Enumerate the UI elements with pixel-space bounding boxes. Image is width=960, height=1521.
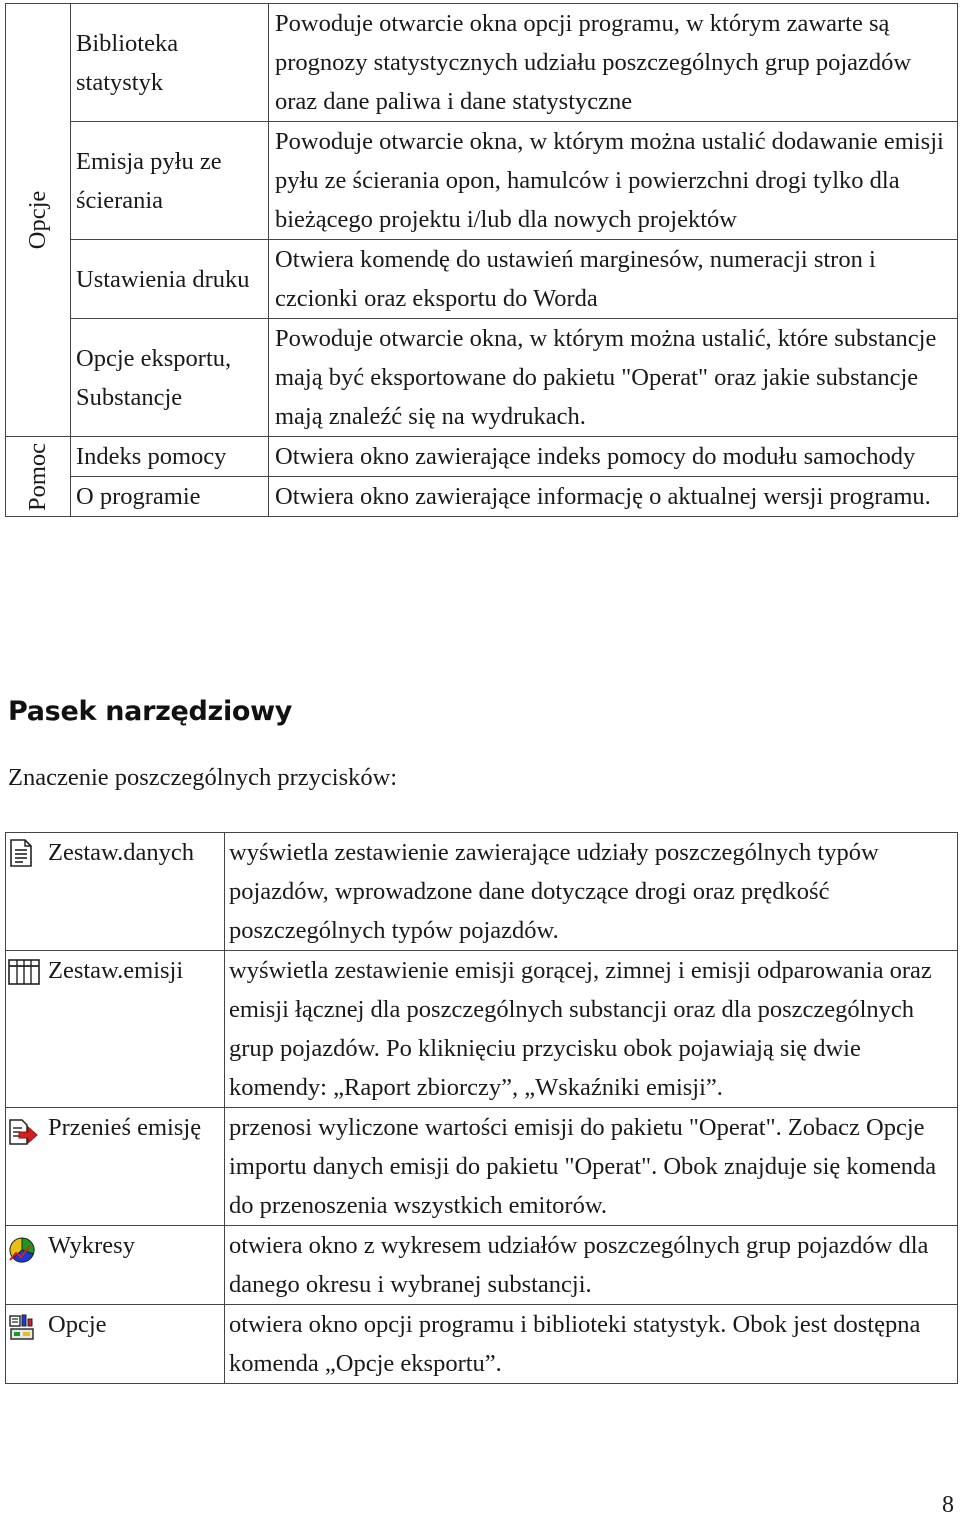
menu-commands-table — [5, 3, 958, 517]
group-label: Opcje — [23, 190, 51, 250]
table-row — [6, 1108, 958, 1226]
section-intro: Znaczenie poszczególnych przycisków: — [8, 764, 398, 791]
command-description: Otwiera okno zawierające informację o aktualnej wersji programu. — [269, 477, 958, 517]
table-row — [6, 4, 958, 122]
icon-cell — [6, 1226, 47, 1305]
group-label: Pomoc — [23, 442, 51, 511]
command-description: Otwiera okno zawierające indeks pomocy do modułu samochody — [269, 437, 958, 477]
table-row — [6, 477, 958, 517]
command-description: Powoduje otwarcie okna, w którym można ustalić dodawanie emisji pyłu ze ścierania opon, hamulców i powierzchni drogi tylko dla bieżącego projektu i/lub dla nowych projektów — [269, 122, 958, 240]
toolbar-button-description: przenosi wyliczone wartości emisji do pakietu "Operat". Zobacz Opcje importu danych emisji do pakietu "Operat". Obok znajduje się komenda do przenoszenia wszystkich emitorów. — [225, 1108, 958, 1226]
table-grid-icon — [8, 959, 40, 985]
command-name: Ustawienia druku — [71, 240, 269, 319]
command-description: Otwiera komendę do ustawień marginesów, numeracji stron i czcionki oraz eksportu do Worda — [269, 240, 958, 319]
command-description: Powoduje otwarcie okna, w którym można ustalić, które substancje mają być eksportowane do pakietu "Operat" oraz jakie substancje mają znaleźć się na wydrukach. — [269, 319, 958, 437]
toolbar-button-description: wyświetla zestawienie zawierające udziały poszczególnych typów pojazdów, wprowadzone dane dotyczące drogi oraz prędkość poszczególnych typów pojazdów. — [225, 833, 958, 951]
toolbar-button-description: wyświetla zestawienie emisji gorącej, zimnej i emisji odparowania oraz emisji łącznej dla poszczególnych substancji oraz dla poszczególnych grup pojazdów. Po kliknięciu przycisku obok pojawiają się dwie komendy: „Raport zbiorczy”, „Wskaźniki emisji”. — [225, 951, 958, 1108]
toolbar-buttons-table — [5, 832, 958, 1384]
table-row — [6, 1226, 958, 1305]
group-cell-pomoc — [6, 437, 71, 517]
icon-cell — [6, 951, 47, 1108]
table-row — [6, 951, 958, 1108]
table-row — [6, 437, 958, 477]
group-cell-opcje — [6, 4, 71, 437]
toolbar-button-name: Zestaw.danych — [46, 833, 225, 951]
options-icon — [8, 1313, 36, 1341]
toolbar-button-name: Wykresy — [46, 1226, 225, 1305]
page-number: 8 — [942, 1492, 954, 1518]
table-row — [6, 833, 958, 951]
table-row — [6, 1305, 958, 1384]
toolbar-button-name: Przenieś emisję — [46, 1108, 225, 1226]
toolbar-button-name: Zestaw.emisji — [46, 951, 225, 1108]
toolbar-button-name: Opcje — [46, 1305, 225, 1384]
toolbar-button-description: otwiera okno opcji programu i biblioteki statystyk. Obok jest dostępna komenda „Opcje eksportu”. — [225, 1305, 958, 1384]
command-name: O programie — [71, 477, 269, 517]
table-row — [6, 122, 958, 240]
table-row — [6, 240, 958, 319]
icon-cell — [6, 1108, 47, 1226]
icon-cell — [6, 1305, 47, 1384]
command-name: Biblioteka statystyk — [71, 4, 269, 122]
table-row — [6, 319, 958, 437]
section-heading: Pasek narzędziowy — [8, 696, 293, 727]
document-list-icon — [8, 839, 34, 867]
command-name: Indeks pomocy — [71, 437, 269, 477]
command-name: Emisja pyłu ze ścierania — [71, 122, 269, 240]
document-arrow-icon — [8, 1118, 38, 1146]
toolbar-button-description: otwiera okno z wykresem udziałów poszczególnych grup pojazdów dla danego okresu i wybranej substancji. — [225, 1226, 958, 1305]
icon-cell — [6, 833, 47, 951]
command-name: Opcje eksportu, Substancje — [71, 319, 269, 437]
pie-chart-icon — [8, 1236, 36, 1264]
command-description: Powoduje otwarcie okna opcji programu, w którym zawarte są prognozy statystycznych udziału poszczególnych grup pojazdów oraz dane paliwa i dane statystyczne — [269, 4, 958, 122]
